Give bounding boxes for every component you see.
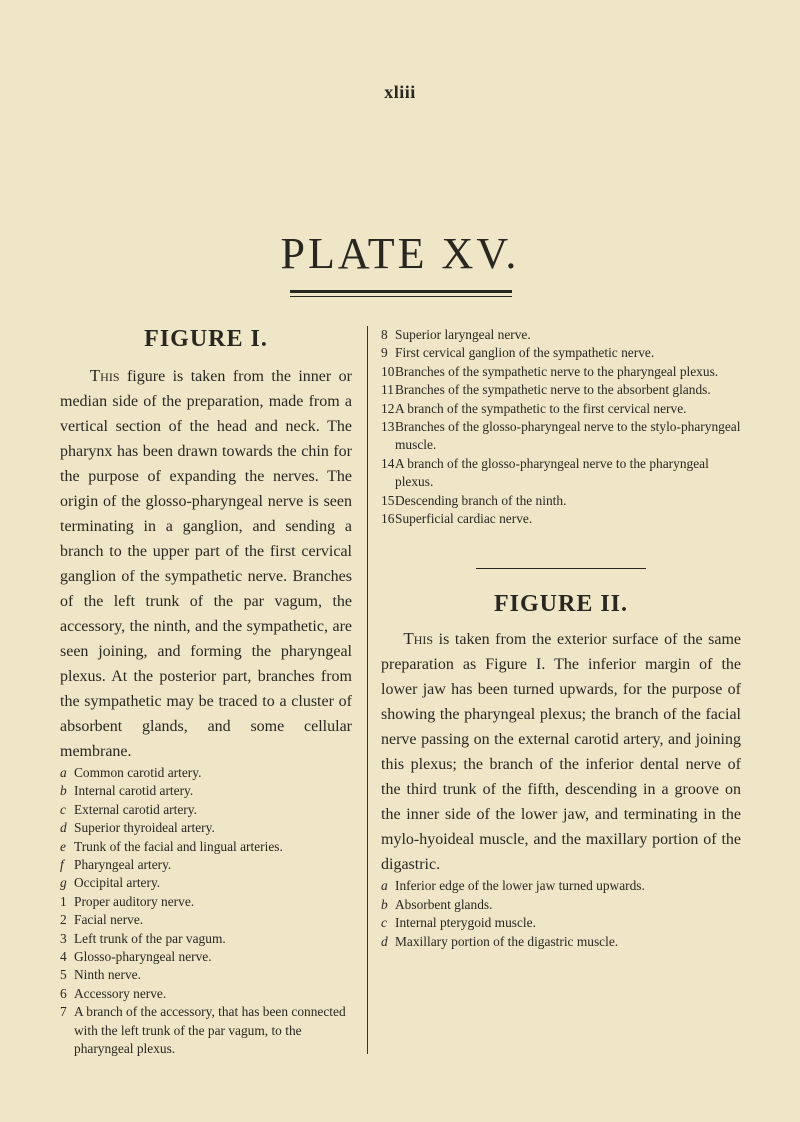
- figure-2-description-text: is taken from the exterior surface of the same preparation as Figure I. The inferior margin of the lower jaw has been turned upwards, for the purpose of showing the pharyngeal plexus; the branch of the facial nerve passing on the external carotid artery, and joining this plexus; the branch of the inferior dental nerve of the third trunk of the fifth, descending in a groove on the inner side of the lower jaw, and terminating in the mylo-hyoideal muscle, and the maxillary portion of the digastric.: [381, 631, 742, 874]
- list-item: a Common carotid artery.: [60, 765, 202, 780]
- figure-1-lead-word: This: [89, 366, 120, 385]
- list-item: 6 Accessory nerve.: [60, 985, 167, 1001]
- title-rule-thin: [290, 296, 512, 297]
- list-item: c External carotid artery.: [60, 801, 197, 817]
- figure-2-description: [381, 626, 741, 877]
- list-item: 13 Branches of the glosso-pharyngeal nerve to the stylo-pharyngeal muscle.: [381, 419, 741, 453]
- figure-1-artery-list: [60, 764, 352, 893]
- figure-2-lead-word: This: [403, 629, 434, 649]
- list-item: 1 Proper auditory nerve.: [60, 893, 195, 909]
- list-item: 10 Branches of the sympathetic nerve to the pharyngeal plexus.: [381, 363, 719, 379]
- list-item: c Internal pterygoid muscle.: [381, 915, 536, 931]
- list-item: 12 A branch of the sympathetic to the first cervical nerve.: [381, 400, 687, 416]
- page-number: xliii: [384, 82, 416, 102]
- figure-2-heading: FIGURE II.: [493, 591, 629, 618]
- figure-1-heading: FIGURE I.: [144, 326, 268, 352]
- right-column: [381, 326, 741, 951]
- list-item: f Pharyngeal artery.: [60, 857, 172, 873]
- list-item: 5 Ninth nerve.: [60, 967, 141, 983]
- list-item: e Trunk of the facial and lingual arteries.: [60, 838, 283, 854]
- title-rule-thick: [290, 290, 512, 293]
- list-item: 8 Superior laryngeal nerve.: [381, 327, 531, 342]
- list-item: 14 A branch of the glosso-pharyngeal nerve to the pharyngeal plexus.: [381, 455, 709, 490]
- figure-1-description-text: figure is taken from the inner or median side of the preparation, made from a vertical section of the head and neck. The pharynx has been drawn towards the chin for the purpose of expanding the nerves. The origin of the glosso-pharyngeal nerve is seen terminating in a ganglion, and sending a branch to the upper part of the first cervical ganglion of the sympathetic nerve. Branches of the left trunk of the par vagum, the accessory, the ninth, and the sympathetic, are seen joining, and forming the pharyngeal plexus. At the posterior part, branches from the sympathetic may be traced to a cluster of absorbent glands, and some cellular membrane.: [60, 368, 353, 760]
- left-column: [60, 326, 352, 1059]
- list-item: d Maxillary portion of the digastric muscle.: [381, 933, 619, 949]
- figure-1-nerve-list: [60, 893, 352, 1059]
- list-item: 2 Facial nerve.: [60, 912, 144, 928]
- list-item: b Internal carotid artery.: [60, 783, 194, 799]
- list-item: 9 First cervical ganglion of the sympathetic nerve.: [381, 345, 655, 361]
- plate-title: PLATE XV.: [280, 229, 520, 278]
- list-item: 15 Descending branch of the ninth.: [381, 492, 567, 508]
- figure-1-description: [60, 363, 352, 764]
- list-item: 3 Left trunk of the par vagum.: [60, 930, 226, 946]
- list-item: b Absorbent glands.: [381, 896, 493, 912]
- list-item: g Occipital artery.: [60, 875, 161, 891]
- figure-1-nerve-list-continued: [381, 326, 741, 528]
- column-divider: [367, 326, 368, 1054]
- list-item: d Superior thyroideal artery.: [60, 820, 215, 836]
- list-item: 7 A branch of the accessory, that has been connected with the left trunk of the par vagum, to the pharyngeal plexus.: [60, 1004, 346, 1057]
- list-item: 11 Branches of the sympathetic nerve to the absorbent glands.: [381, 382, 711, 398]
- list-item: a Inferior edge of the lower jaw turned upwards.: [381, 878, 645, 894]
- list-item: 16 Superficial cardiac nerve.: [381, 511, 533, 527]
- list-item: 4 Glosso-pharyngeal nerve.: [60, 949, 212, 965]
- section-divider-rule: [476, 568, 646, 569]
- figure-2-item-list: [381, 877, 741, 951]
